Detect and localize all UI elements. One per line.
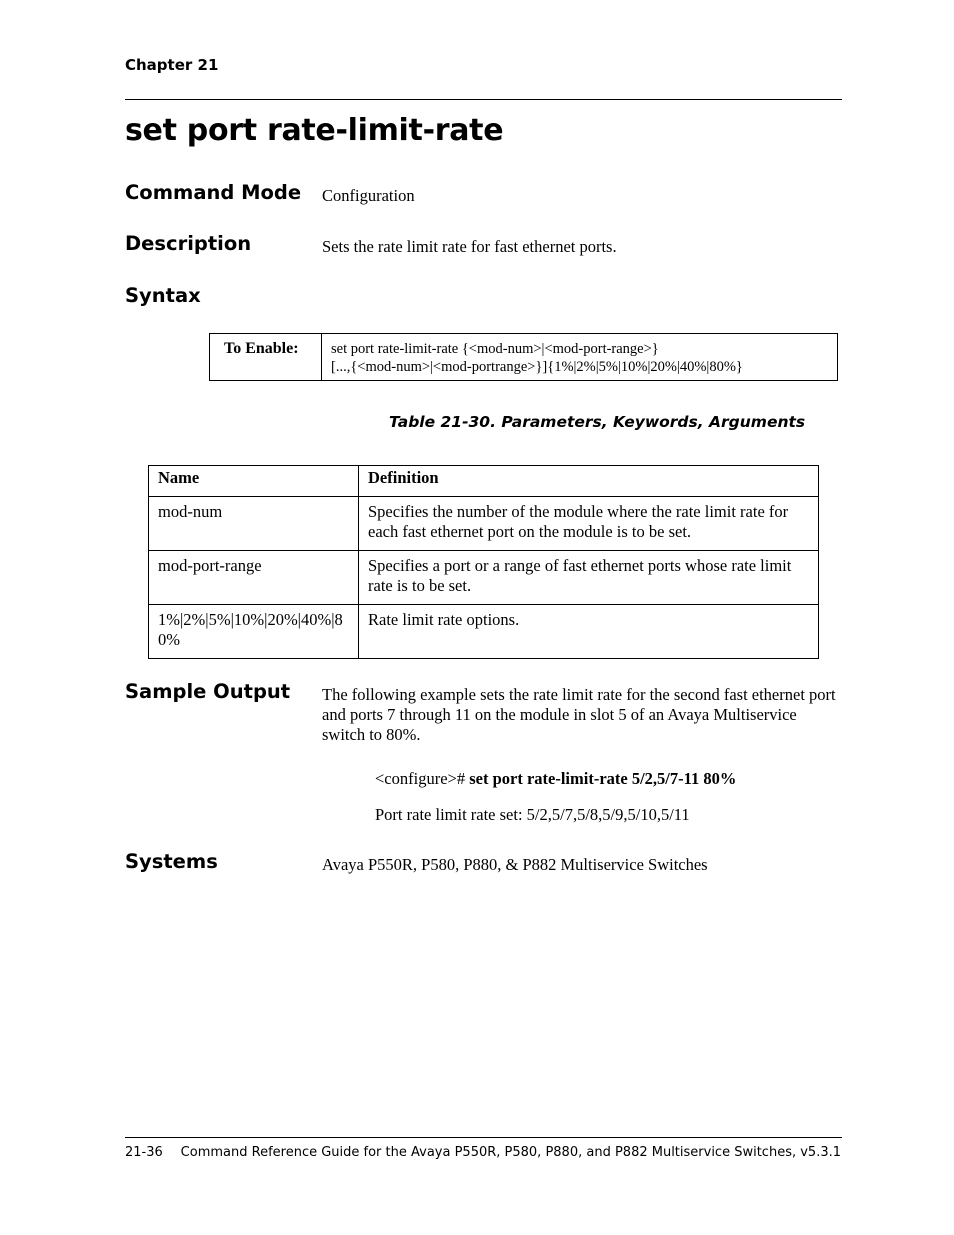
footer-rule [125,1137,842,1138]
sample-command: set port rate-limit-rate 5/2,5/7-11 80% [469,769,737,788]
description-text: Sets the rate limit rate for fast ethernet ports. [322,237,617,256]
systems-text: Avaya P550R, P580, P880, & P882 Multiservice Switches [322,855,708,874]
table-header-row [149,466,819,497]
parameters-table [148,465,819,659]
column-header-definition: Definition [359,466,819,497]
syntax-table [209,333,838,381]
column-header-name: Name [149,466,359,497]
description-heading: Description [125,232,252,255]
table-row [149,551,819,605]
chapter-label: Chapter 21 [125,56,219,74]
syntax-command-line: set port rate-limit-rate {<mod-num>|<mod-port-range>} [331,341,659,357]
param-definition: Rate limit rate options. [359,605,819,659]
header-rule [125,99,842,100]
sample-result: Port rate limit rate set: 5/2,5/7,5/8,5/9,5/10,5/11 [375,805,690,824]
table-caption: Table 21-30. Parameters, Keywords, Arguments [389,413,806,431]
table-row [149,497,819,551]
sample-output-text: The following example sets the rate limit rate for the second fast ethernet port and ports 7 through 11 on the module in slot 5 of an Avaya Multiservice switch to 80%. [322,685,836,744]
page-number: 21-36 [125,1145,163,1160]
syntax-command [322,334,838,381]
sample-command-line [375,769,736,789]
systems-heading: Systems [125,850,218,873]
command-prompt: <configure># [375,769,466,788]
page-title: set port rate-limit-rate [125,113,504,148]
syntax-command-line: [...,{<mod-num>|<mod-portrange>}]{1%|2%|5%|10%|20%|40%|80%} [331,359,743,375]
footer-title: Command Reference Guide for the Avaya P550R, P580, P880, and P882 Multiservice Switches, v5.3.1 [180,1145,841,1160]
sample-output-heading: Sample Output [125,680,291,703]
table-row [149,605,819,659]
param-definition: Specifies a port or a range of fast ethernet ports whose rate limit rate is to be set. [359,551,819,605]
param-name: mod-port-range [149,551,359,605]
command-mode-text: Configuration [322,186,415,205]
param-name: mod-num [149,497,359,551]
param-definition: Specifies the number of the module where the rate limit rate for each fast ethernet port on the module is to be set. [359,497,819,551]
syntax-label: To Enable: [210,334,322,381]
command-mode-heading: Command Mode [125,181,302,204]
syntax-row [210,334,838,381]
syntax-heading: Syntax [125,284,201,307]
param-name: 1%|2%|5%|10%|20%|40%|80% [149,605,359,659]
